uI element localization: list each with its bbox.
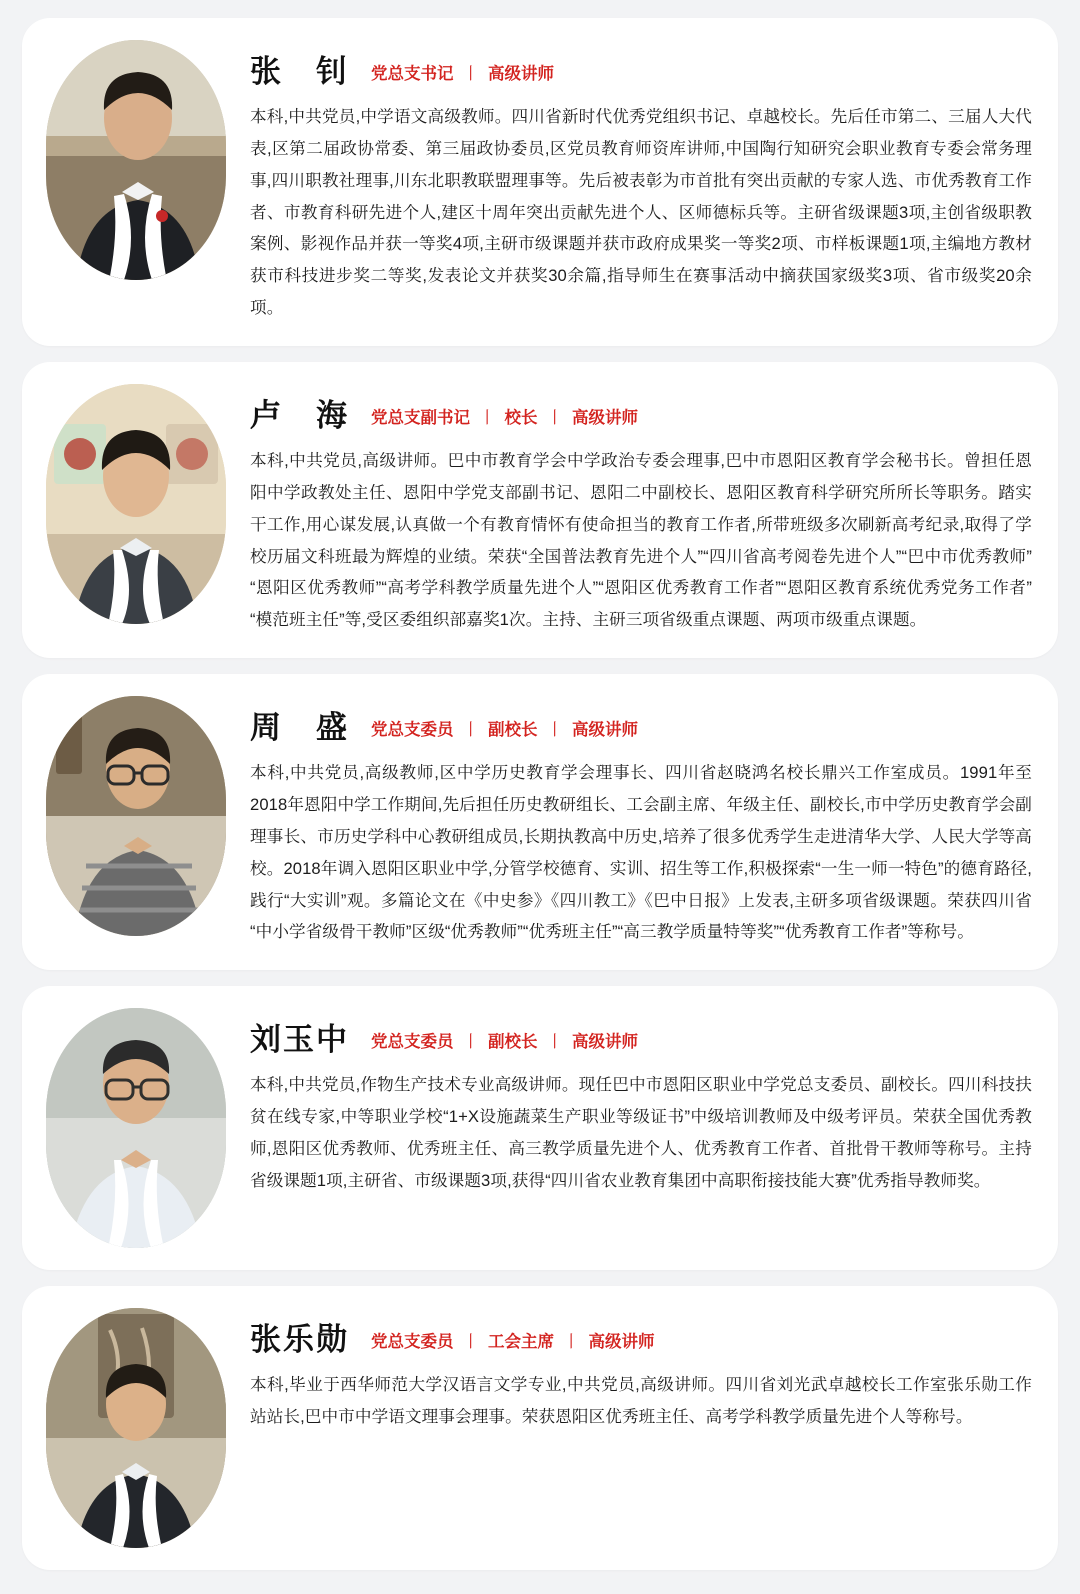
title-separator: 丨 bbox=[546, 721, 563, 740]
profile-card bbox=[22, 986, 1058, 1270]
profile-title: 高级讲师 bbox=[572, 721, 638, 740]
profile-name: 卢 海 bbox=[250, 398, 349, 434]
profile-title: 副校长 bbox=[488, 721, 538, 740]
avatar bbox=[46, 696, 226, 936]
profile-title: 党总支委员 bbox=[371, 1333, 454, 1352]
profile-title: 高级讲师 bbox=[588, 1333, 655, 1352]
profile-bio: 本科,毕业于西华师范大学汉语言文学专业,中共党员,高级讲师。四川省刘光武卓越校长工作室张乐勋工作站站长,巴中市中学语文理事会理事。荣获恩阳区优秀班主任、高考学科教学质量先进个人等称号。 bbox=[250, 1375, 1032, 1427]
profile-name: 张 钊 bbox=[250, 54, 349, 89]
profile-info bbox=[250, 1008, 1032, 1196]
profile-title: 党总支副书记 bbox=[371, 409, 470, 428]
title-separator: 丨 bbox=[479, 409, 496, 428]
portrait-container bbox=[44, 696, 228, 936]
profile-title: 党总支委员 bbox=[371, 1033, 454, 1052]
profile-titles bbox=[371, 1328, 655, 1352]
profile-info bbox=[250, 384, 1032, 636]
title-separator: 丨 bbox=[462, 721, 479, 740]
title-separator: 丨 bbox=[546, 409, 563, 428]
profile-card bbox=[22, 362, 1058, 658]
profile-title: 党总支委员 bbox=[371, 721, 454, 740]
profile-header bbox=[250, 1314, 1032, 1359]
profile-bio: 本科,中共党员,作物生产技术专业高级讲师。现任巴中市恩阳区职业中学党总支委员、副校长。四川科技扶贫在线专家,中等职业学校“1+X设施蔬菜生产职业等级证书”中级培训教师及中级考评员。荣获全国优秀教师,恩阳区优秀教师、优秀班主任、高三教学质量先进个人、优秀教育工作者、首批骨干教师等称号。主持省级课题1项,主研省、市级课题3项,获得“四川省农业教育集团中高职衔接技能大赛”优秀指导教师奖。 bbox=[250, 1075, 1032, 1190]
profile-name: 张乐勋 bbox=[250, 1322, 349, 1358]
profile-info bbox=[250, 696, 1032, 948]
title-separator: 丨 bbox=[462, 1033, 479, 1052]
title-separator: 丨 bbox=[462, 65, 479, 83]
portrait-container bbox=[44, 1308, 228, 1548]
title-separator: 丨 bbox=[546, 1033, 563, 1052]
profile-card bbox=[22, 18, 1058, 346]
profile-name: 刘玉中 bbox=[250, 1022, 349, 1058]
avatar bbox=[46, 40, 226, 280]
profile-card bbox=[22, 1286, 1058, 1570]
avatar bbox=[46, 1008, 226, 1248]
profile-title: 党总支书记 bbox=[371, 65, 454, 83]
profile-name: 周 盛 bbox=[250, 710, 349, 746]
profile-title: 高级讲师 bbox=[572, 1033, 638, 1052]
avatar bbox=[46, 1308, 226, 1548]
profile-titles bbox=[371, 404, 638, 428]
profile-bio: 本科,中共党员,高级讲师。巴中市教育学会中学政治专委会理事,巴中市恩阳区教育学会秘书长。曾担任恩阳中学政教处主任、恩阳中学党支部副书记、恩阳二中副校长、恩阳区教育科学研究所所长等职务。踏实干工作,用心谋发展,认真做一个有教育情怀有使命担当的教育工作者,所带班级多次刷新高考纪录,取得了学校历届文科班最为辉煌的业绩。荣获“全国普法教育先进个人”“四川省高考阅卷先进个人”“巴中市优秀教师”“恩阳区优秀教师”“高考学科教学质量先进个人”“恩阳区优秀教育工作者”“恩阳区教育系统优秀党务工作者”“模范班主任”等,受区委组织部嘉奖1次。主持、主研三项省级重点课题、两项市级重点课题。 bbox=[250, 451, 1032, 630]
profile-title: 校长 bbox=[504, 409, 538, 428]
profile-title: 副校长 bbox=[488, 1033, 538, 1052]
profile-title: 工会主席 bbox=[488, 1333, 554, 1352]
profile-header bbox=[250, 390, 1032, 435]
profile-title: 高级讲师 bbox=[488, 65, 554, 83]
profile-header bbox=[250, 1014, 1032, 1059]
profile-bio: 本科,中共党员,高级教师,区中学历史教育学会理事长、四川省赵晓鸿名校长鼎兴工作室成员。1991年至2018年恩阳中学工作期间,先后担任历史教研组长、工会副主席、年级主任、副校长,市中学历史教育学会副理事长、市历史学科中心教研组成员,长期执教高中历史,培养了很多优秀学生走进清华大学、人民大学等高校。2018年调入恩阳区职业中学,分管学校德育、实训、招生等工作,积极探索“一生一师一特色”的德育路径,践行“大实训”观。多篇论文在《中史参》《四川教工》《巴中日报》上发表,主研多项省级课题。荣获四川省“中小学省级骨干教师”区级“优秀教师”“优秀班主任”“高三教学质量特等奖”“优秀教育工作者”等称号。 bbox=[250, 763, 1032, 942]
profile-title: 高级讲师 bbox=[572, 409, 638, 428]
profile-card bbox=[22, 674, 1058, 970]
profile-titles bbox=[371, 60, 554, 84]
portrait-container bbox=[44, 1008, 228, 1248]
portrait-container bbox=[44, 40, 228, 280]
profile-header bbox=[250, 46, 1032, 91]
profile-bio: 本科,中共党员,中学语文高级教师。四川省新时代优秀党组织书记、卓越校长。先后任市第二、三届人大代表,区第二届政协常委、第三届政协委员,区党员教育师资库讲师,中国陶行知研究会职业教育专委会常务理事,四川职教社理事,川东北职教联盟理事等。先后被表彰为市首批有突出贡献的专家人选、市优秀教育工作者、市教育科研先进个人,建区十周年突出贡献先进个人、区师德标兵等。主研省级课题3项,主创省级职教案例、影视作品并获一等奖4项,主研市级课题并获市政府成果奖一等奖2项、市样板课题1项,主编地方教材获市科技进步奖二等奖,发表论文并获奖30余篇,指导师生在赛事活动中摘获国家级奖3项、省市级奖20余项。 bbox=[250, 107, 1032, 318]
profile-info bbox=[250, 1308, 1032, 1433]
title-separator: 丨 bbox=[563, 1333, 580, 1352]
avatar bbox=[46, 384, 226, 624]
profile-titles bbox=[371, 1028, 638, 1052]
portrait-container bbox=[44, 384, 228, 624]
profile-titles bbox=[371, 716, 638, 740]
title-separator: 丨 bbox=[462, 1333, 479, 1352]
profile-info bbox=[250, 40, 1032, 324]
profile-header bbox=[250, 702, 1032, 747]
